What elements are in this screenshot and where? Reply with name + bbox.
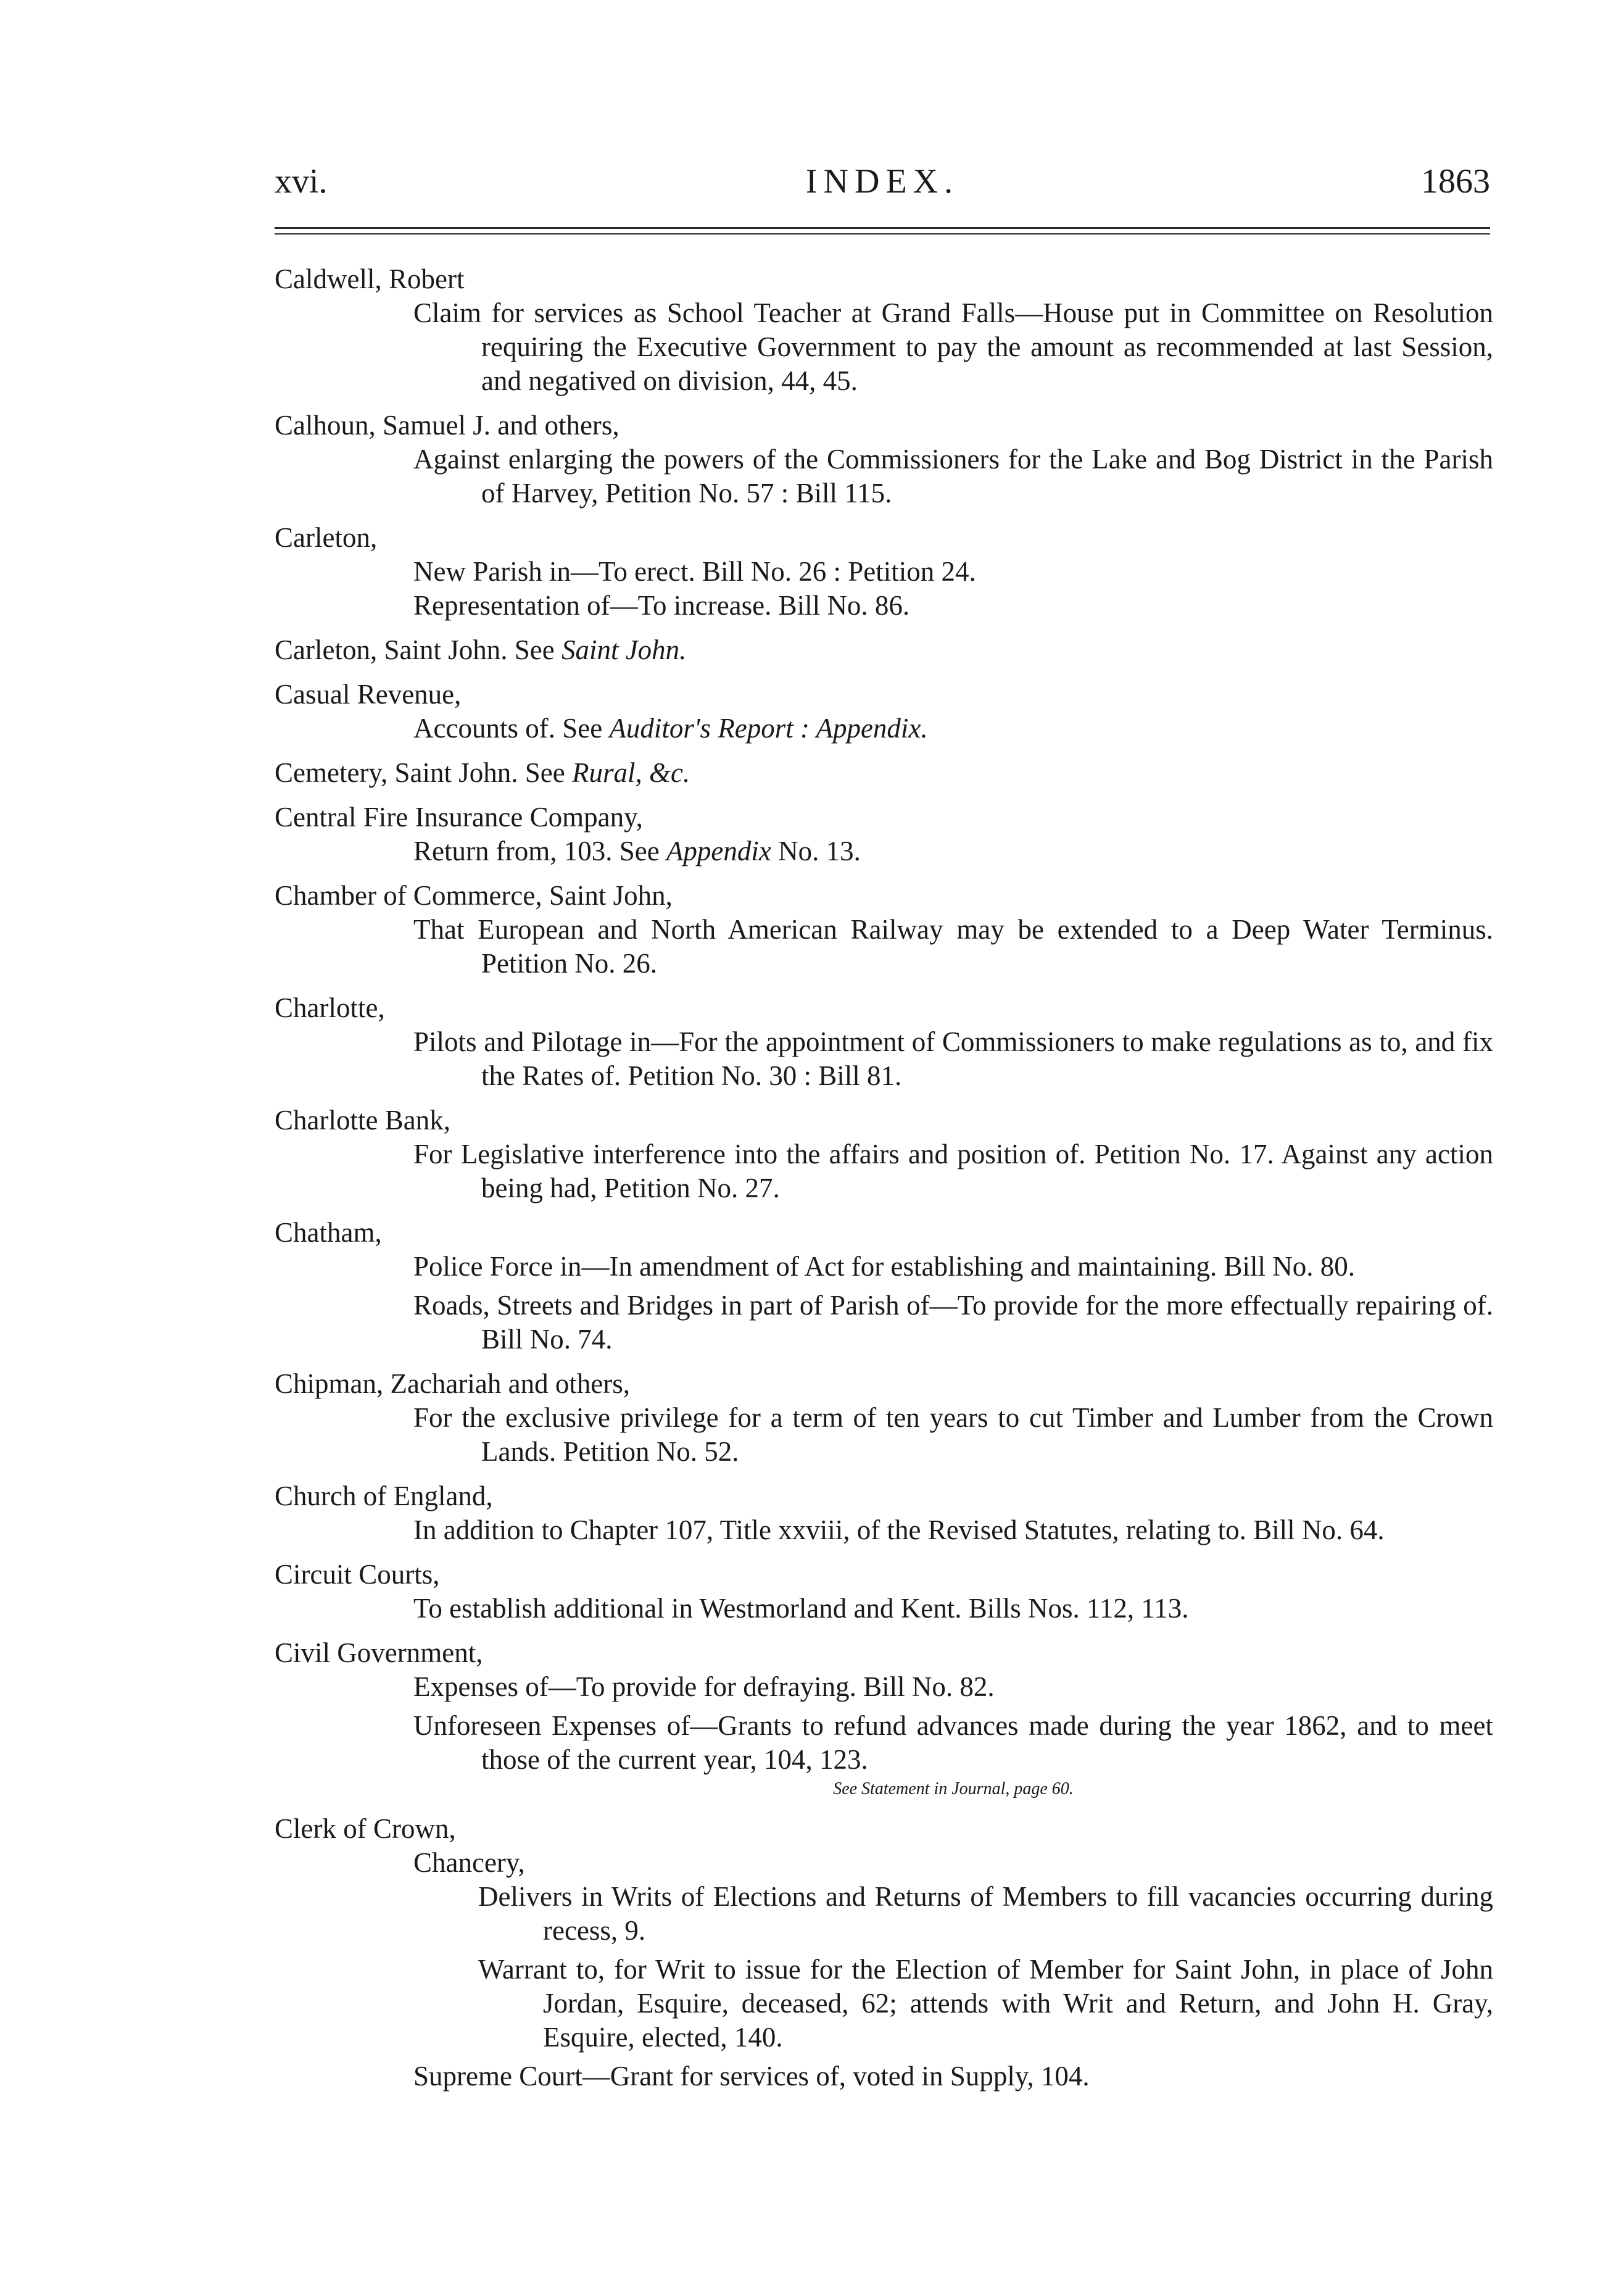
- entry-heading: Charlotte,: [275, 992, 385, 1023]
- entry-subitem: Police Force in—In amendment of Act for establishing and maintaining. Bill No. 80.: [413, 1251, 1355, 1282]
- entry-heading: Caldwell, Robert: [275, 264, 465, 294]
- entry-subitem-text: No. 13.: [778, 836, 861, 866]
- entry-heading: [275, 756, 1493, 790]
- entry-subitem: For the exclusive privilege for a term of ten years to cut Timber and Lumber from the Crown Lands. Petition No. 52.: [413, 1402, 1493, 1467]
- cross-reference: Auditor's Report : Appendix.: [609, 713, 928, 744]
- entry-subitem-text: Accounts of. See: [413, 713, 603, 744]
- index-entry: [275, 1812, 1493, 2093]
- index-entry: [275, 1558, 1493, 1626]
- page-header: [275, 162, 1490, 211]
- index-entry: [275, 521, 1493, 623]
- index-entry: [275, 756, 1493, 790]
- cross-reference: Saint John.: [561, 634, 687, 665]
- index-entry: [275, 678, 1493, 746]
- entry-heading: Casual Revenue,: [275, 679, 462, 710]
- entry-subitem: Representation of—To increase. Bill No. 86.: [413, 590, 910, 621]
- index-entry: [275, 409, 1493, 510]
- entry-subitem: Unforeseen Expenses of—Grants to refund advances made during the year 1862, and to meet those of the current year, 104, 123.: [413, 1710, 1493, 1775]
- entry-subheading: Chancery,: [413, 1847, 525, 1878]
- entry-subitem: Warrant to, for Writ to issue for the Election of Member for Saint John, in place of John Jordan, Esquire, deceased, 62; attends with Writ and Return, and John H. Gray, Esquire, elected, 140.: [478, 1954, 1493, 2053]
- index-content: [275, 262, 1493, 2104]
- entry-subitem: Delivers in Writs of Elections and Returns of Members to fill vacancies occurring during recess, 9.: [478, 1881, 1493, 1946]
- entry-heading: Chamber of Commerce, Saint John,: [275, 880, 673, 911]
- entry-heading: Calhoun, Samuel J. and others,: [275, 410, 619, 441]
- entry-heading: Clerk of Crown,: [275, 1813, 456, 1844]
- index-entry: [275, 800, 1493, 868]
- entry-subitem: [413, 834, 1493, 868]
- entry-subitem: To establish additional in Westmorland and Kent. Bills Nos. 112, 113.: [413, 1593, 1189, 1624]
- entry-heading: Civil Government,: [275, 1637, 483, 1668]
- entry-heading: Carleton,: [275, 522, 378, 553]
- entry-subitem: For Legislative interference into the affairs and position of. Petition No. 17. Against any action being had, Petition No. 27.: [413, 1139, 1493, 1203]
- entry-subitem: In addition to Chapter 107, Title xxviii, of the Revised Statutes, relating to. Bill No. 64.: [413, 1514, 1385, 1545]
- entry-subitem: Expenses of—To provide for defraying. Bill No. 82.: [413, 1671, 995, 1702]
- page-year: 1863: [1421, 162, 1490, 201]
- index-entry: [275, 879, 1493, 981]
- entry-heading-text: Carleton, Saint John. See: [275, 634, 555, 665]
- index-entry: [275, 1103, 1493, 1205]
- entry-heading-text: Cemetery, Saint John. See: [275, 757, 565, 788]
- entry-heading: Chipman, Zachariah and others,: [275, 1368, 631, 1399]
- index-entry: [275, 1367, 1493, 1469]
- index-entry: [275, 1479, 1493, 1547]
- index-entry: [275, 262, 1493, 398]
- entry-heading: Circuit Courts,: [275, 1559, 440, 1590]
- index-entry: [275, 633, 1493, 667]
- entry-subitem-text: Return from, 103. See: [413, 836, 660, 866]
- entry-subitem: Pilots and Pilotage in—For the appointment of Commissioners to make regulations as to, and fix the Rates of. Petition No. 30 : Bill 81.: [413, 1026, 1493, 1091]
- index-entry: [275, 991, 1493, 1093]
- cross-reference: Rural, &c.: [572, 757, 690, 788]
- entry-note: See Statement in Journal, page 60.: [833, 1779, 1074, 1798]
- entry-subitem: Roads, Streets and Bridges in part of Parish of—To provide for the more effectually repairing of. Bill No. 74.: [413, 1290, 1493, 1355]
- entry-heading: [275, 633, 1493, 667]
- cross-reference: Appendix: [666, 836, 771, 866]
- entry-subitem: Against enlarging the powers of the Commissioners for the Lake and Bog District in the Parish of Harvey, Petition No. 57 : Bill 115.: [413, 444, 1493, 509]
- entry-subitem: Claim for services as School Teacher at Grand Falls—House put in Committee on Resolution requiring the Executive Government to pay the amount as recommended at last Session, and negatived on division, 44, 45.: [413, 297, 1493, 396]
- page-number: xvi.: [275, 162, 328, 201]
- header-rule-top: [275, 227, 1490, 229]
- index-entry: [275, 1216, 1493, 1357]
- page-title: INDEX.: [805, 162, 959, 201]
- index-entry: [275, 1636, 1493, 1801]
- entry-subitem: [413, 712, 1493, 746]
- entry-heading: Charlotte Bank,: [275, 1105, 450, 1136]
- entry-subitem: New Parish in—To erect. Bill No. 26 : Petition 24.: [413, 556, 976, 587]
- entry-heading: Church of England,: [275, 1481, 493, 1511]
- entry-heading: Chatham,: [275, 1217, 382, 1248]
- entry-subitem: Supreme Court—Grant for services of, voted in Supply, 104.: [413, 2061, 1090, 2092]
- header-rule-bottom: [275, 233, 1490, 235]
- entry-heading: Central Fire Insurance Company,: [275, 802, 643, 833]
- entry-subitem: That European and North American Railway may be extended to a Deep Water Terminus. Petition No. 26.: [413, 914, 1493, 979]
